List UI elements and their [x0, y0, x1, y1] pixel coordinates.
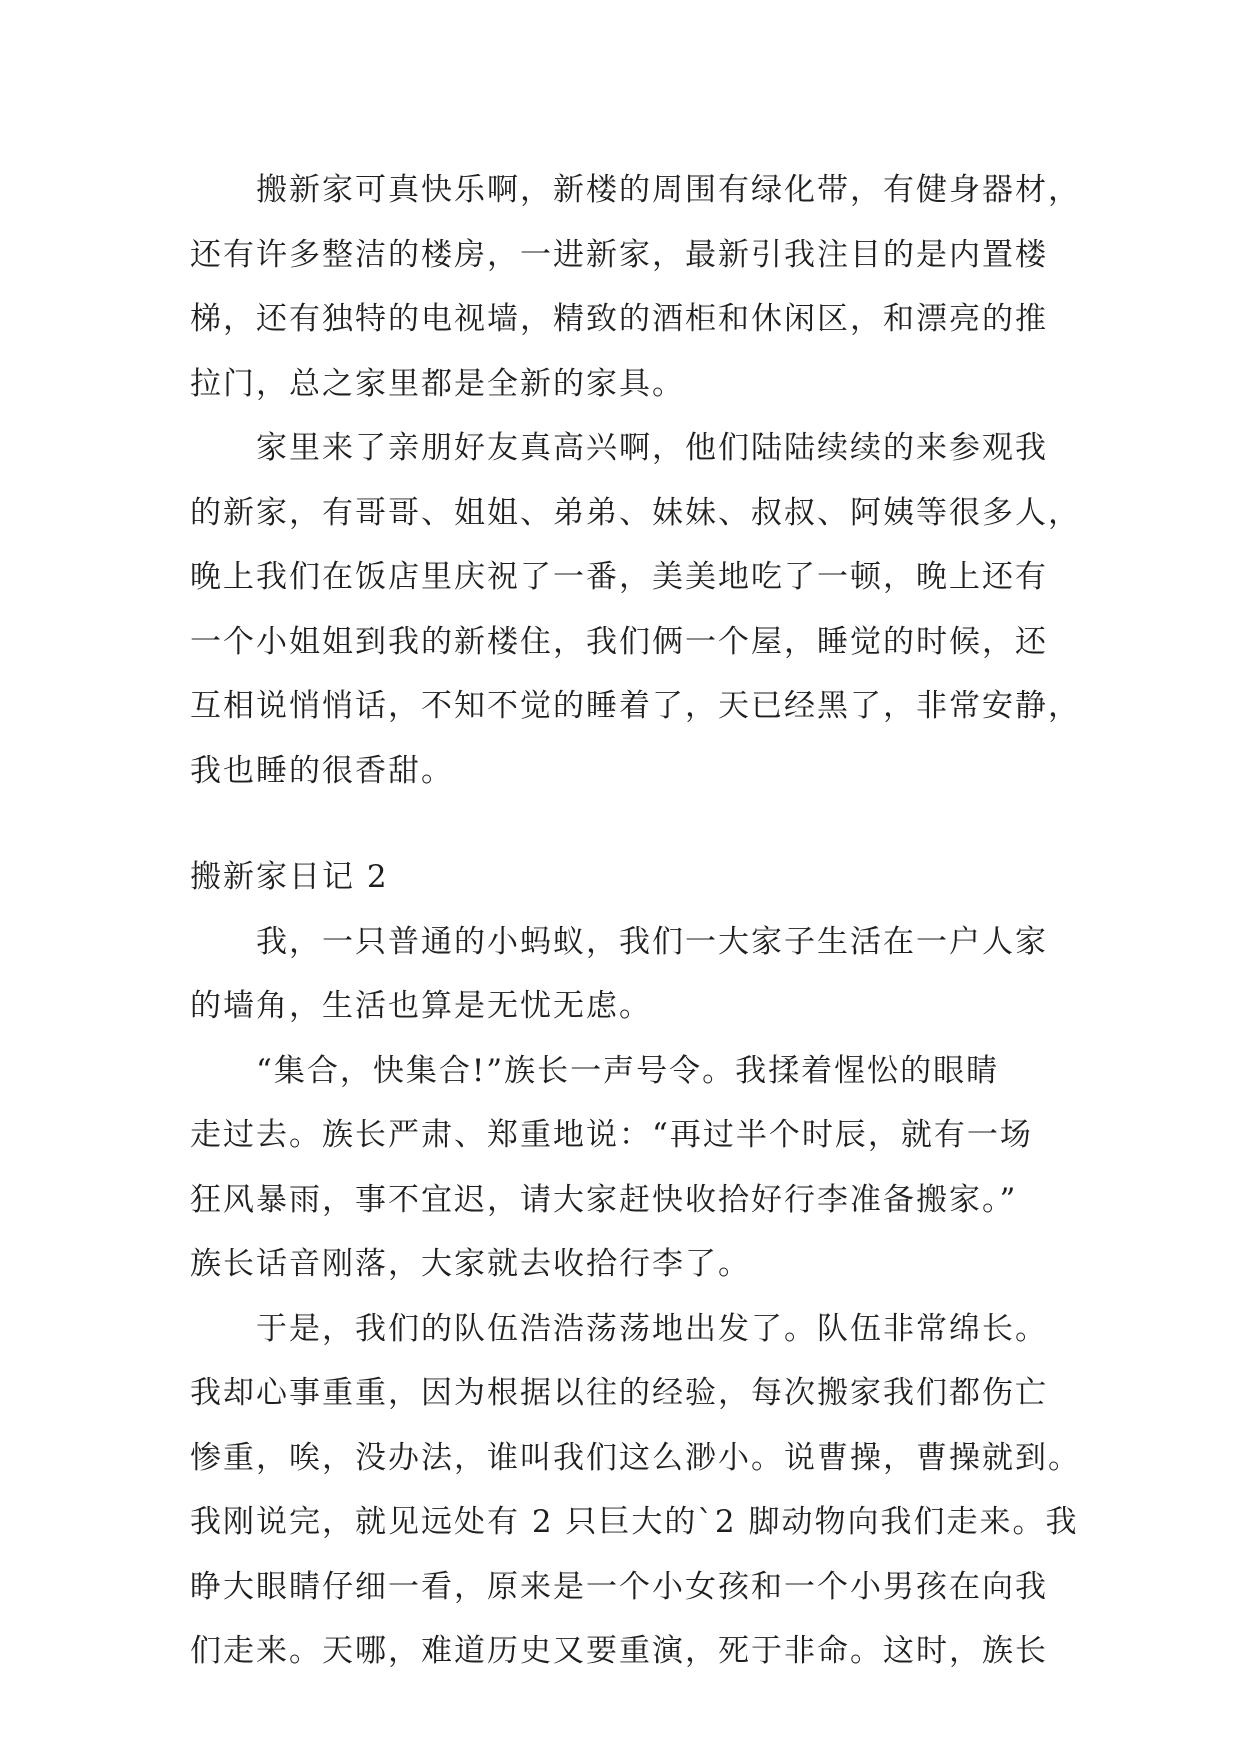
text-line: 的新家，有哥哥、姐姐、弟弟、妹妹、叔叔、阿姨等很多人， — [190, 494, 1081, 531]
text-line: 走过去。族长严肃、郑重地说：“再过半个时辰，就有一场 — [190, 1117, 1033, 1153]
section-gap — [190, 803, 1050, 845]
text-line: 我也睡的很香甜。 — [190, 752, 454, 789]
text-line: “集合，快集合!”族长一声号令。我揉着惺忪的眼睛 — [256, 1052, 1000, 1089]
text-line: 狂风暴雨，事不宜迟，请大家赶快收拾好行李准备搬家。” — [190, 1181, 1018, 1218]
text-line: 梯，还有独特的电视墙，精致的酒柜和休闲区，和漂亮的推 — [190, 301, 1048, 337]
text-line: 家里来了亲朋好友真高兴啊，他们陆陆续续的来参观我 — [256, 430, 1048, 466]
text-line: 族长话音刚落，大家就去收拾行李了。 — [190, 1246, 751, 1282]
text-line: 的墙角，生活也算是无忧无虑。 — [190, 988, 652, 1024]
text-line: 还有许多整洁的楼房，一进新家，最新引我注目的是内置楼 — [190, 236, 1048, 273]
text-line: 惨重，唉，没办法，谁叫我们这么渺小。说曹操，曹操就到。 — [190, 1439, 1081, 1476]
paragraph — [190, 158, 1081, 416]
paragraph — [190, 1039, 1050, 1297]
document-body — [190, 158, 1081, 1684]
text-line: 我，一只普通的小蚂蚁，我们一大家子生活在一户人家 — [256, 923, 1048, 960]
text-line: 拉门，总之家里都是全新的家具。 — [190, 365, 685, 402]
text-line: 我却心事重重，因为根据以往的经验，每次搬家我们都伤亡 — [190, 1375, 1048, 1411]
paragraph — [190, 910, 1050, 1039]
text-line: 睁大眼睛仔细一看，原来是一个小女孩和一个小男孩在向我 — [190, 1568, 1048, 1605]
text-line: 我刚说完，就见远处有 2 只巨大的`2 脚动物向我们走来。我 — [190, 1504, 1079, 1540]
paragraph — [190, 1297, 1081, 1684]
text-line: 搬新家可真快乐啊，新楼的周围有绿化带，有健身器材， — [256, 172, 1081, 208]
text-line: 一个小姐姐到我的新楼住，我们俩一个屋，睡觉的时候，还 — [190, 623, 1048, 660]
text-line: 们走来。天哪，难道历史又要重演，死于非命。这时，族长 — [190, 1633, 1048, 1669]
text-line: 于是，我们的队伍浩浩荡荡地出发了。队伍非常绵长。 — [256, 1310, 1048, 1347]
text-line: 互相说悄悄话，不知不觉的睡着了，天已经黑了，非常安静， — [190, 688, 1081, 724]
section-heading: 搬新家日记 2 — [190, 859, 389, 895]
paragraph — [190, 416, 1081, 803]
text-line: 晚上我们在饭店里庆祝了一番，美美地吃了一顿，晚上还有 — [190, 559, 1048, 595]
